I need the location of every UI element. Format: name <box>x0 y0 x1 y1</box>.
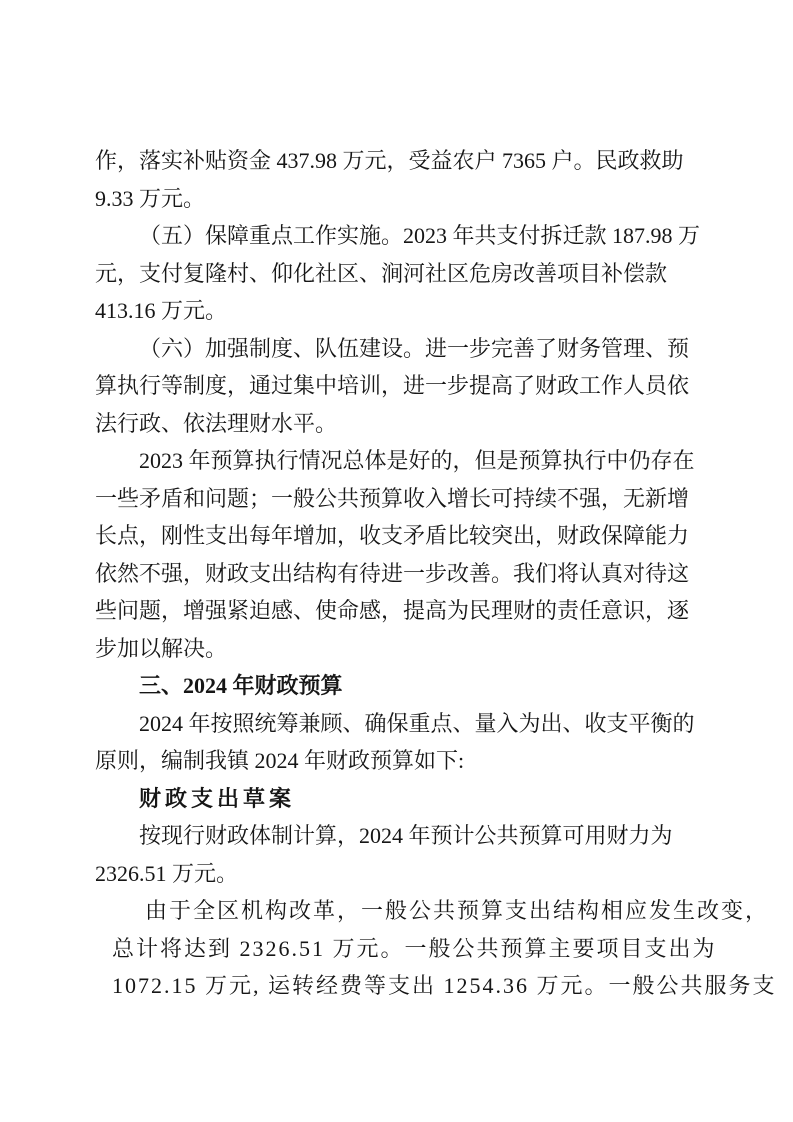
subheading-expenditure-draft <box>95 780 703 818</box>
text-line: 一些矛盾和问题；一般公共预算收入增长可持续不强，无新增 <box>95 485 690 511</box>
text-line: 算执行等制度，通过集中培训，进一步提高了财政工作人员依 <box>95 373 690 398</box>
heading-section-3 <box>95 667 703 705</box>
text-line: 由于全区机构改革，一般公共预算支出结构相应发生改变， <box>145 898 770 923</box>
text-line: 按现行财政体制计算，2024 年预计公共预算可用财力为 <box>139 823 673 848</box>
text-line: 原则，编制我镇 2024 年财政预算如下: <box>95 748 465 773</box>
text-line: 长点，刚性支出每年增加，收支矛盾比较突出，财政保障能力 <box>95 523 690 548</box>
section-heading: 三、2024 年财政预算 <box>139 673 343 698</box>
text-line: 总计将达到 2326.51 万元。一般公共预算主要项目支出为 <box>112 935 717 961</box>
text-line: 2326.51 万元。 <box>95 860 239 886</box>
text-line: 依然不强，财政支出结构有待进一步改善。我们将认真对待这 <box>95 560 690 586</box>
text-line: 些问题，增强紧迫感、使命感，提高为民理财的责任意识，逐 <box>95 598 690 623</box>
text-line: 步加以解决。 <box>95 635 228 661</box>
text-line: 2024 年按照统筹兼顾、确保重点、量入为出、收支平衡的 <box>139 710 695 736</box>
para-item-5-key-work <box>95 217 703 330</box>
text-line: 元，支付复隆村、仰化社区、涧河社区危房改善项目补偿款 <box>95 260 668 286</box>
para-structure-change <box>95 892 777 1005</box>
text-line: 1072.15 万元, 运转经费等支出 1254.36 万元。一般公共服务支 <box>112 973 777 998</box>
text-line: （五）保障重点工作实施。2023 年共支付拆迁款 187.98 万 <box>139 223 701 248</box>
para-item-6-system-building <box>95 330 703 443</box>
text-line: 法行政、依法理财水平。 <box>95 410 338 436</box>
text-line: （六）加强制度、队伍建设。进一步完善了财务管理、预 <box>139 335 690 361</box>
text-line: 2023 年预算执行情况总体是好的，但是预算执行中仍存在 <box>139 448 695 473</box>
subsection-heading: 财政支出草案 <box>139 785 296 811</box>
para-2024-principles <box>95 705 703 780</box>
text-line: 413.16 万元。 <box>95 298 228 323</box>
text-line: 作，落实补贴资金 437.98 万元，受益农户 7365 户。民政救助 <box>95 148 684 173</box>
para-continuation-subsidy <box>95 142 703 217</box>
para-available-funds <box>95 817 703 892</box>
text-line: 9.33 万元。 <box>95 185 206 211</box>
para-2023-execution-summary <box>95 442 703 667</box>
